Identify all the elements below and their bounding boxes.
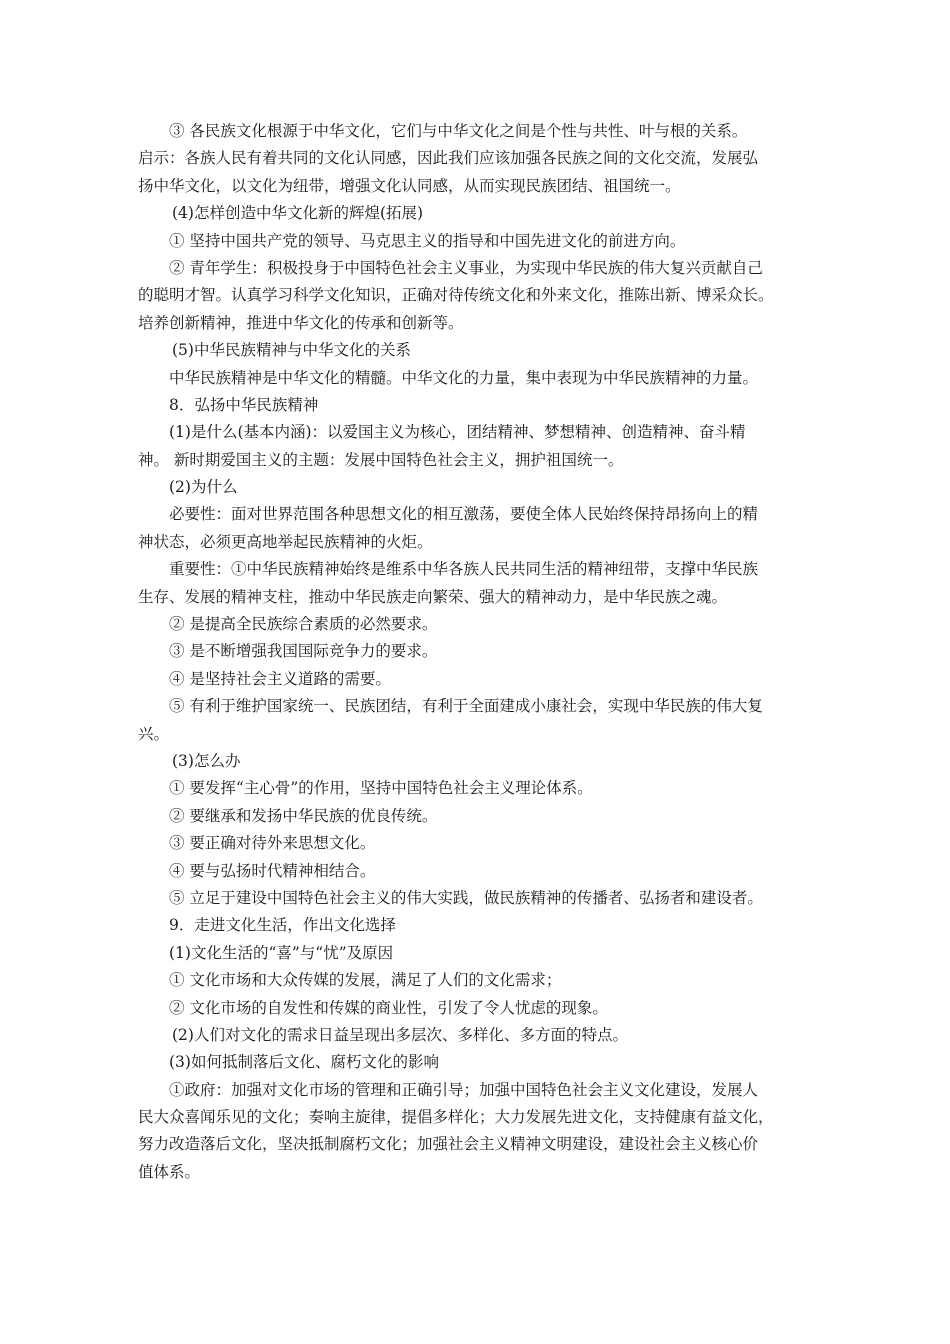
text-line: 努力改造落后文化，坚决抵制腐朽文化；加强社会主义精神文明建设，建设社会主义核心价 <box>138 1135 759 1154</box>
text-line: 培养创新精神，推进中华文化的传承和创新等。 <box>138 313 464 332</box>
text-line: ② 要继承和发扬中华民族的优良传统。 <box>169 806 438 825</box>
text-line: ① 文化市场和大众传媒的发展，满足了人们的文化需求； <box>169 971 562 990</box>
text-line: 8．弘扬中华民族精神 <box>169 395 319 414</box>
text-line: 生存、发展的精神支柱，推动中华民族走向繁荣、强大的精神动力，是中华民族之魂。 <box>138 587 728 606</box>
text-line: 民大众喜闻乐见的文化；奏响主旋律，提倡多样化；大力发展先进文化，支持健康有益文化， <box>138 1108 774 1127</box>
text-line: (4)怎样创造中华文化新的辉煌(拓展) <box>172 204 424 223</box>
text-line: ⑤ 有利于维护国家统一、民族团结，有利于全面建成小康社会，实现中华民族的伟大复 <box>169 697 763 716</box>
text-line: (3)怎么办 <box>172 751 241 770</box>
text-line: (3)如何抵制落后文化、腐朽文化的影响 <box>169 1053 439 1072</box>
text-line: ③ 各民族文化根源于中华文化，它们与中华文化之间是个性与共性、叶与根的关系。 <box>169 122 748 140</box>
text-line: (5)中华民族精神与中华文化的关系 <box>172 341 411 360</box>
text-line: 兴。 <box>138 724 170 743</box>
text-line: (2)人们对文化的需求日益呈现出多层次、多样化、多方面的特点。 <box>172 1025 628 1044</box>
text-line: (1)是什么(基本内涵)：以爱国主义为核心，团结精神、梦想精神、创造精神、奋斗精 <box>169 423 746 442</box>
text-line: 值体系。 <box>138 1162 201 1181</box>
text-line: (2)为什么 <box>169 478 238 497</box>
text-line: 中华民族精神是中华文化的精髓。中华文化的力量，集中表现为中华民族精神的力量。 <box>169 368 759 387</box>
text-line: ③ 要正确对待外来思想文化。 <box>169 834 376 853</box>
text-line: ② 青年学生：积极投身于中国特色社会主义事业，为实现中华民族的伟大复兴贡献自己 <box>169 258 763 277</box>
text-line: ① 坚持中国共产党的领导、马克思主义的指导和中国先进文化的前进方向。 <box>169 231 686 250</box>
text-line: ④ 是坚持社会主义道路的需要。 <box>169 669 391 688</box>
text-line: 9．走进文化生活，作出文化选择 <box>169 916 396 935</box>
text-line: 必要性：面对世界范围各种思想文化的相互激荡，要使全体人民始终保持昂扬向上的精 <box>169 505 759 524</box>
text-line: 重要性：①中华民族精神始终是维系中华各族人民共同生活的精神纽带，支撑中华民族 <box>169 560 759 579</box>
text-line: 启示：各族人民有着共同的文化认同感，因此我们应该加强各民族之间的文化交流，发展弘 <box>138 149 759 168</box>
text-line: ② 文化市场的自发性和传媒的商业性，引发了令人忧虑的现象。 <box>169 998 608 1017</box>
text-line: ①政府：加强对文化市场的管理和正确引导；加强中国特色社会主义文化建设，发展人 <box>169 1080 759 1099</box>
text-line: ① 要发挥“主心骨”的作用，坚持中国特色社会主义理论体系。 <box>169 779 593 798</box>
text-line: 扬中华文化，以文化为纽带，增强文化认同感，从而实现民族团结、祖国统一。 <box>138 176 681 195</box>
text-line: (1)文化生活的“喜”与“忧”及原因 <box>169 943 394 962</box>
text-line: ④ 要与弘扬时代精神相结合。 <box>169 861 376 880</box>
text-line: 神状态，必须更高地举起民族精神的火炬。 <box>138 532 433 551</box>
text-line: 的聪明才智。认真学习科学文化知识，正确对待传统文化和外来文化，推陈出新、博采众长。 <box>138 286 774 305</box>
document-body <box>138 118 814 1186</box>
text-line: ⑤ 立足于建设中国特色社会主义的伟大实践，做民族精神的传播者、弘扬者和建设者。 <box>169 888 763 907</box>
text-line: ③ 是不断增强我国国际竞争力的要求。 <box>169 642 438 661</box>
text-line: ② 是提高全民族综合素质的必然要求。 <box>169 615 438 634</box>
text-line: 神。 新时期爱国主义的主题：发展中国特色社会主义，拥护祖国统一。 <box>138 450 624 469</box>
